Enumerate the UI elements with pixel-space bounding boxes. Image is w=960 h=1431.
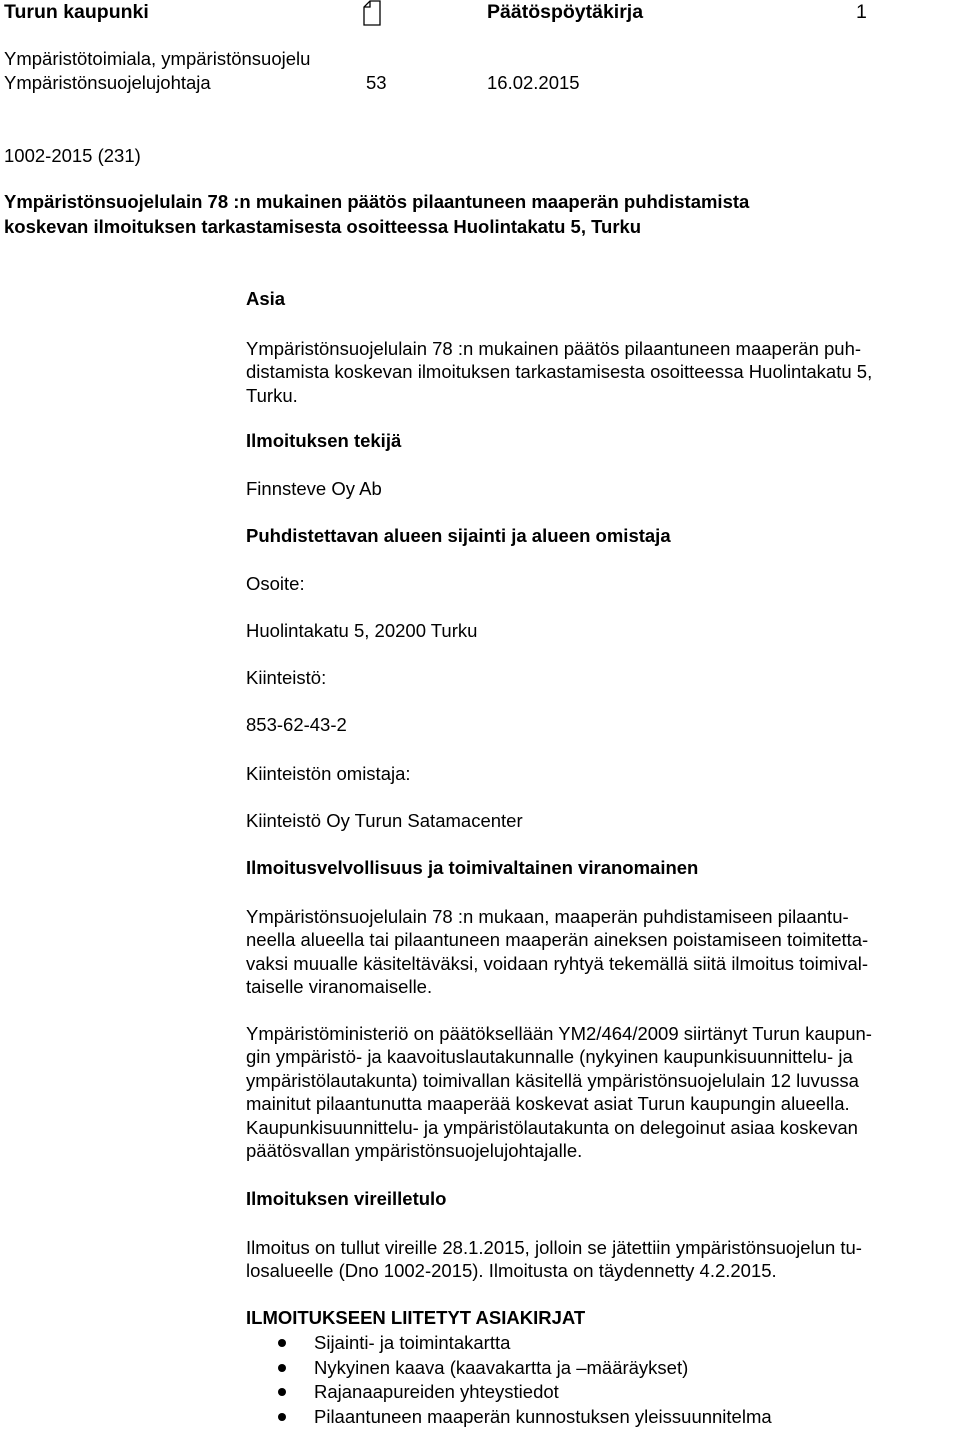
decision-number: 53	[366, 72, 387, 93]
section-heading-location: Puhdistettavan alueen sijainti ja alueen omistaja	[246, 525, 671, 546]
obligation-paragraph-2	[246, 1022, 946, 1162]
text-line: gin ympäristö- ja kaavoituslautakunnalle (nykyinen kaupunkisuunnittelu- ja	[246, 1046, 853, 1068]
org-name: Turun kaupunki	[4, 1, 149, 23]
text-line: mainitut pilaantunutta maaperää koskevat asiat Turun kaupungin alueella.	[246, 1093, 850, 1115]
text-line: distamista koskevan ilmoituksen tarkastamisesta osoitteessa Huolintakatu 5,	[246, 361, 873, 383]
text-line: Turku.	[246, 384, 298, 406]
department: Ympäristötoimiala, ympäristönsuojelu	[4, 48, 311, 69]
list-item-text: Pilaantuneen maaperän kunnostuksen yleissuunnitelma	[314, 1405, 772, 1427]
text-line: losalueelle (Dno 1002-2015). Ilmoitusta on täydennetty 4.2.2015.	[246, 1260, 777, 1282]
owner-label: Kiinteistön omistaja:	[246, 763, 411, 784]
document-title-line-1: Ympäristönsuojelulain 78 :n mukainen päätös pilaantuneen maaperän puhdistamista	[4, 191, 750, 212]
owner-value: Kiinteistö Oy Turun Satamacenter	[246, 810, 523, 831]
list-item	[246, 1331, 772, 1356]
attachment-list	[246, 1331, 772, 1429]
list-item	[246, 1405, 772, 1430]
document-title-line-2: koskevan ilmoituksen tarkastamisesta osoitteessa Huolintakatu 5, Turku	[4, 216, 642, 237]
bullet-icon	[278, 1388, 286, 1396]
section-heading-attachments: ILMOITUKSEEN LIITETYT ASIAKIRJAT	[246, 1307, 586, 1328]
bullet-icon	[278, 1339, 286, 1347]
text-line: Ympäristöministeriö on päätöksellään YM2/464/2009 siirtänyt Turun kaupun-	[246, 1023, 872, 1044]
text-line: päätösvallan ympäristönsuojelujohtajalle.	[246, 1140, 583, 1162]
document-type: Päätöspöytäkirja	[487, 1, 644, 23]
text-line: Kaupunkisuunnittelu- ja ympäristölautakunta on delegoinut asiaa koskevan	[246, 1116, 858, 1138]
list-item-text: Rajanaapureiden yhteystiedot	[314, 1381, 559, 1402]
document-icon	[362, 0, 382, 26]
bullet-icon	[278, 1364, 286, 1372]
obligation-paragraph-1	[246, 905, 946, 999]
text-line: neella alueella tai pilaantuneen maaperän aineksen poistamiseen toimitetta-	[246, 929, 869, 951]
text-line: vaksi muualle käsiteltäväksi, voidaan ryhtyä tekemällä siitä ilmoitus toimival-	[246, 952, 869, 974]
text-line: Ilmoitus on tullut vireille 28.1.2015, jolloin se jätettiin ympäristönsuojelun tu-	[246, 1237, 862, 1258]
text-line: Ympäristönsuojelulain 78 :n mukaan, maaperän puhdistamiseen pilaantu-	[246, 906, 849, 927]
text-line: Ympäristönsuojelulain 78 :n mukainen päätös pilaantuneen maaperän puh-	[246, 338, 862, 359]
asia-paragraph	[246, 337, 946, 407]
list-item-text: Sijainti- ja toimintakartta	[314, 1332, 511, 1353]
list-item-text: Nykyinen kaava (kaavakartta ja –määräykset)	[314, 1356, 689, 1378]
section-heading-obligation: Ilmoitusvelvollisuus ja toimivaltainen viranomainen	[246, 857, 699, 878]
case-id: 1002-2015 (231)	[4, 145, 141, 166]
property-value: 853-62-43-2	[246, 714, 347, 735]
bullet-icon	[278, 1413, 286, 1421]
section-heading-filing: Ilmoituksen vireilletulo	[246, 1188, 447, 1209]
filing-paragraph	[246, 1236, 946, 1283]
address-value: Huolintakatu 5, 20200 Turku	[246, 620, 478, 641]
property-label: Kiinteistö:	[246, 667, 327, 688]
text-line: taiselle viranomaiselle.	[246, 976, 433, 998]
section-heading-notifier: Ilmoituksen tekijä	[246, 430, 402, 451]
list-item	[246, 1380, 772, 1405]
decision-date: 16.02.2015	[487, 72, 580, 93]
address-label: Osoite:	[246, 573, 305, 594]
decision-body: Ympäristönsuojelujohtaja	[4, 72, 211, 93]
notifier-value: Finnsteve Oy Ab	[246, 478, 382, 499]
text-line: ympäristölautakunta) toimivallan käsitellä ympäristönsuojelulain 12 luvussa	[246, 1069, 859, 1091]
section-heading-asia: Asia	[246, 288, 286, 309]
page-number: 1	[856, 1, 867, 23]
list-item	[246, 1356, 772, 1381]
